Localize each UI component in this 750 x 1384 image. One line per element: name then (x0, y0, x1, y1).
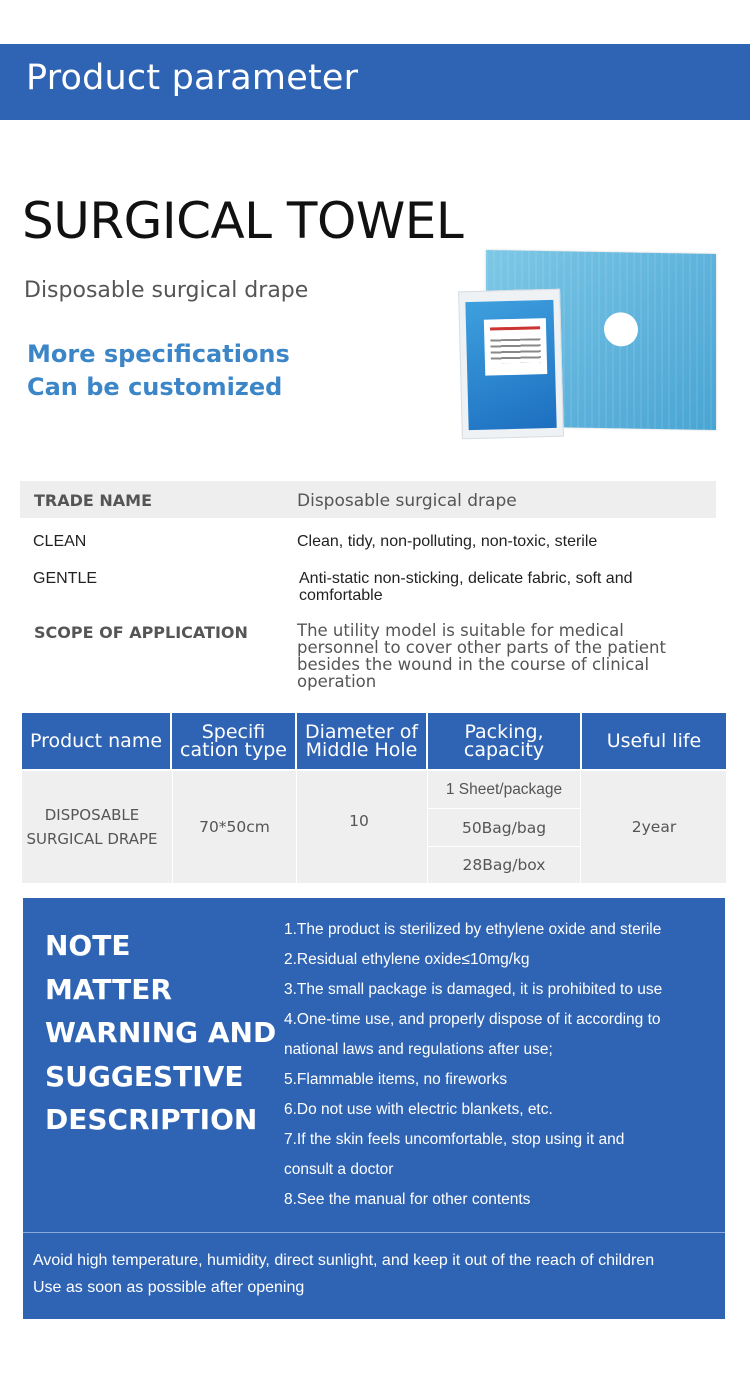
notes-heading-line: WARNING AND (45, 1016, 277, 1050)
notes-heading-line: MATTER (45, 972, 172, 1006)
product-title: SURGICAL TOWEL (22, 192, 464, 250)
note-item: national laws and regulations after use; (284, 1041, 553, 1058)
note-item: consult a doctor (284, 1161, 394, 1178)
product-image (460, 250, 722, 440)
spec-key: SCOPE OF APPLICATION (34, 623, 248, 642)
spec-key: CLEAN (33, 533, 87, 550)
page-title: Product parameter (26, 58, 359, 98)
table-header-product-name: Product name (22, 713, 170, 769)
notes-footer-line: Use as soon as possible after opening (33, 1279, 305, 1296)
table-header-spec-type: Specifi cation type (172, 713, 295, 769)
notes-footer-line: Avoid high temperature, humidity, direct sunlight, and keep it out of the reach of children (33, 1252, 655, 1269)
table-header-useful-life: Useful life (582, 713, 726, 769)
notes-panel (23, 898, 725, 1319)
note-item: 7.If the skin feels uncomfortable, stop using it and (284, 1131, 625, 1148)
note-item: 2.Residual ethylene oxide≤10mg/kg (284, 951, 530, 968)
table-header-packing: Packing, capacity (428, 713, 580, 769)
cell-hole: 10 (349, 812, 369, 830)
cell-product-name: DISPOSABLE SURGICAL DRAPE (26, 806, 158, 848)
spec-value: Clean, tidy, non-polluting, non-toxic, sterile (297, 533, 598, 550)
customization-note (27, 338, 290, 404)
notes-heading (45, 924, 276, 1142)
spec-key: GENTLE (33, 570, 98, 587)
note-item: 4.One-time use, and properly dispose of it according to (284, 1011, 661, 1028)
cell-packing: 28Bag/box (462, 855, 546, 874)
spec-value: The utility model is suitable for medical personnel to cover other parts of the patient besides the wound in the course of clinical operation (297, 621, 666, 691)
customization-line: Can be customized (27, 373, 283, 401)
note-item: 3.The small package is damaged, it is prohibited to use (284, 981, 663, 998)
spec-value: Disposable surgical drape (297, 491, 517, 511)
note-item: 1.The product is sterilized by ethylene oxide and sterile (284, 921, 662, 938)
notes-heading-line: DESCRIPTION (45, 1103, 258, 1137)
notes-divider (23, 1232, 725, 1233)
customization-line: More specifications (27, 340, 290, 368)
spec-value: Anti-static non-sticking, delicate fabric, soft and comfortable (299, 570, 633, 604)
cell-packing: 50Bag/bag (461, 818, 547, 837)
cell-spec: 70*50cm (199, 818, 270, 836)
product-subtitle: Disposable surgical drape (24, 278, 309, 303)
table-header-hole-diameter: Diameter of Middle Hole (297, 713, 426, 769)
parameter-table (22, 713, 726, 883)
notes-heading-line: NOTE (45, 929, 131, 962)
spec-key: TRADE NAME (34, 491, 153, 510)
cell-packing: 1 Sheet/package (445, 780, 563, 798)
notes-footer (33, 1247, 654, 1301)
drape-package-photo (458, 289, 564, 440)
cell-useful-life: 2year (631, 818, 677, 836)
note-item: 6.Do not use with electric blankets, etc. (284, 1101, 553, 1118)
note-item: 8.See the manual for other contents (284, 1191, 531, 1208)
drape-middle-hole (604, 312, 638, 347)
spec-row-trade-name (20, 481, 716, 518)
notes-list (284, 915, 714, 1215)
note-item: 5.Flammable items, no fireworks (284, 1071, 508, 1088)
notes-heading-line: SUGGESTIVE (45, 1059, 244, 1093)
table-row (22, 771, 726, 883)
